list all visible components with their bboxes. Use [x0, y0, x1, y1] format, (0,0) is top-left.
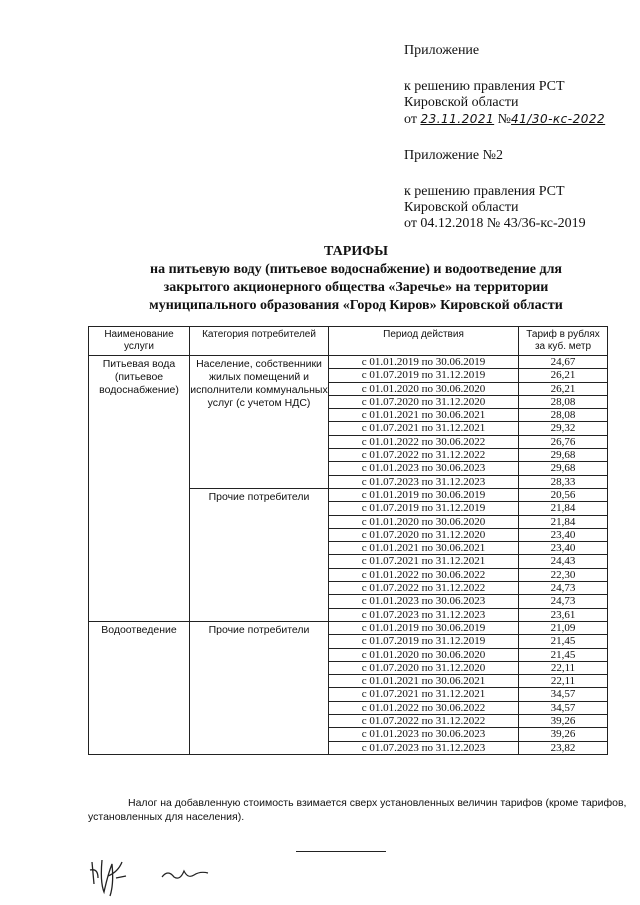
initials-mark — [160, 865, 210, 888]
handwritten-number: 41/30-кс-2022 — [511, 112, 606, 126]
table-row — [89, 356, 608, 369]
period-cell: с 01.01.2022 по 30.06.2022 — [329, 701, 519, 714]
decision-date-line — [404, 111, 605, 128]
period-cell: с 01.07.2021 по 31.12.2021 — [329, 422, 519, 435]
tariff-cell: 20,56 — [519, 488, 608, 501]
tariff-cell: 21,84 — [519, 515, 608, 528]
category-other: Прочие потребители — [190, 488, 329, 621]
period-cell: с 01.01.2021 по 30.06.2021 — [329, 409, 519, 422]
tariff-cell: 23,61 — [519, 608, 608, 621]
vat-footnote: Налог на добавленную стоимость взимается сверх установленных величин тарифов (кроме тарифов, установленных для населения). — [88, 797, 627, 823]
tariff-cell: 39,26 — [519, 715, 608, 728]
tariff-cell: 22,11 — [519, 661, 608, 674]
tariff-cell: 24,43 — [519, 555, 608, 568]
tariff-cell: 29,68 — [519, 449, 608, 462]
decision-reference: к решению правления РСТ — [404, 79, 565, 94]
period-cell: с 01.07.2020 по 31.12.2020 — [329, 395, 519, 408]
period-cell: с 01.01.2019 по 30.06.2019 — [329, 621, 519, 634]
period-cell: с 01.07.2021 по 31.12.2021 — [329, 688, 519, 701]
tariff-cell: 22,11 — [519, 675, 608, 688]
region-label-2: Кировской области — [404, 200, 519, 215]
number-sign: № — [497, 112, 512, 127]
period-cell: с 01.01.2019 по 30.06.2019 — [329, 488, 519, 501]
service-drinking-water: Питьевая вода (питьевое водоснабжение) — [89, 356, 190, 622]
tariff-cell: 29,32 — [519, 422, 608, 435]
category-sewage-other: Прочие потребители — [190, 621, 329, 754]
period-cell: с 01.01.2023 по 30.06.2023 — [329, 728, 519, 741]
tariff-cell: 21,84 — [519, 502, 608, 515]
tariff-cell: 28,33 — [519, 475, 608, 488]
period-cell: с 01.01.2019 по 30.06.2019 — [329, 356, 519, 369]
period-cell: с 01.01.2020 по 30.06.2020 — [329, 515, 519, 528]
category-population: Население, собственники жилых помещений и исполнители коммунальных услуг (с учетом НДС) — [190, 356, 329, 489]
tariff-cell: 21,45 — [519, 635, 608, 648]
period-cell: с 01.07.2021 по 31.12.2021 — [329, 555, 519, 568]
period-cell: с 01.07.2023 по 31.12.2023 — [329, 608, 519, 621]
tariff-cell: 34,57 — [519, 701, 608, 714]
header-tariff: Тариф в рублях за куб. метр — [519, 327, 608, 356]
decision-date-line-2: от 04.12.2018 № 43/36-кс-2019 — [404, 216, 586, 231]
header-period: Период действия — [329, 327, 519, 356]
service-sewage: Водоотведение — [89, 621, 190, 754]
period-cell: с 01.07.2020 по 31.12.2020 — [329, 661, 519, 674]
period-cell: с 01.01.2021 по 30.06.2021 — [329, 542, 519, 555]
header-service: Наименование услуги — [89, 327, 190, 356]
tariff-cell: 28,08 — [519, 409, 608, 422]
tariff-cell: 21,09 — [519, 621, 608, 634]
period-cell: с 01.07.2022 по 31.12.2022 — [329, 582, 519, 595]
period-cell: с 01.01.2022 по 30.06.2022 — [329, 568, 519, 581]
period-cell: с 01.07.2019 по 31.12.2019 — [329, 502, 519, 515]
period-cell: с 01.01.2020 по 30.06.2020 — [329, 648, 519, 661]
document-title: ТАРИФЫ — [324, 244, 388, 259]
tariff-cell: 22,30 — [519, 568, 608, 581]
appendix-2-label: Приложение №2 — [404, 148, 503, 163]
period-cell: с 01.07.2019 по 31.12.2019 — [329, 635, 519, 648]
tariff-cell: 23,82 — [519, 741, 608, 754]
period-cell: с 01.01.2023 по 30.06.2023 — [329, 595, 519, 608]
tariff-cell: 26,21 — [519, 382, 608, 395]
period-cell: с 01.01.2022 по 30.06.2022 — [329, 435, 519, 448]
tariff-cell: 26,76 — [519, 435, 608, 448]
table-body — [89, 356, 608, 755]
period-cell: с 01.07.2022 по 31.12.2022 — [329, 449, 519, 462]
period-cell: с 01.01.2023 по 30.06.2023 — [329, 462, 519, 475]
tariff-cell: 23,40 — [519, 542, 608, 555]
period-cell: с 01.07.2019 по 31.12.2019 — [329, 369, 519, 382]
title-line-2: закрытого акционерного общества «Заречье» на территории — [163, 280, 549, 295]
table-row — [89, 621, 608, 634]
signature-line — [296, 851, 386, 852]
tariff-table — [88, 326, 608, 755]
region-label: Кировской области — [404, 95, 519, 110]
signature — [88, 854, 138, 904]
period-cell: с 01.07.2023 по 31.12.2023 — [329, 741, 519, 754]
period-cell: с 01.07.2023 по 31.12.2023 — [329, 475, 519, 488]
title-line-3: муниципального образования «Город Киров» Кировской области — [149, 298, 563, 313]
tariff-cell: 26,21 — [519, 369, 608, 382]
period-cell: с 01.01.2020 по 30.06.2020 — [329, 382, 519, 395]
header-category: Категория потребителей — [190, 327, 329, 356]
period-cell: с 01.07.2022 по 31.12.2022 — [329, 715, 519, 728]
title-line-1: на питьевую воду (питьевое водоснабжение) и водоотведение для — [150, 262, 562, 277]
tariff-cell: 24,73 — [519, 595, 608, 608]
table-header-row — [89, 327, 608, 356]
period-cell: с 01.07.2020 по 31.12.2020 — [329, 528, 519, 541]
tariff-cell: 24,73 — [519, 582, 608, 595]
tariff-cell: 29,68 — [519, 462, 608, 475]
appendix-label: Приложение — [404, 43, 480, 58]
handwritten-date: 23.11.2021 — [420, 112, 495, 126]
from-prefix: от — [404, 112, 417, 127]
tariff-cell: 34,57 — [519, 688, 608, 701]
period-cell: с 01.01.2021 по 30.06.2021 — [329, 675, 519, 688]
tariff-cell: 21,45 — [519, 648, 608, 661]
tariff-cell: 28,08 — [519, 395, 608, 408]
decision-reference-2: к решению правления РСТ — [404, 184, 565, 199]
tariff-cell: 24,67 — [519, 356, 608, 369]
tariff-cell: 23,40 — [519, 528, 608, 541]
tariff-cell: 39,26 — [519, 728, 608, 741]
